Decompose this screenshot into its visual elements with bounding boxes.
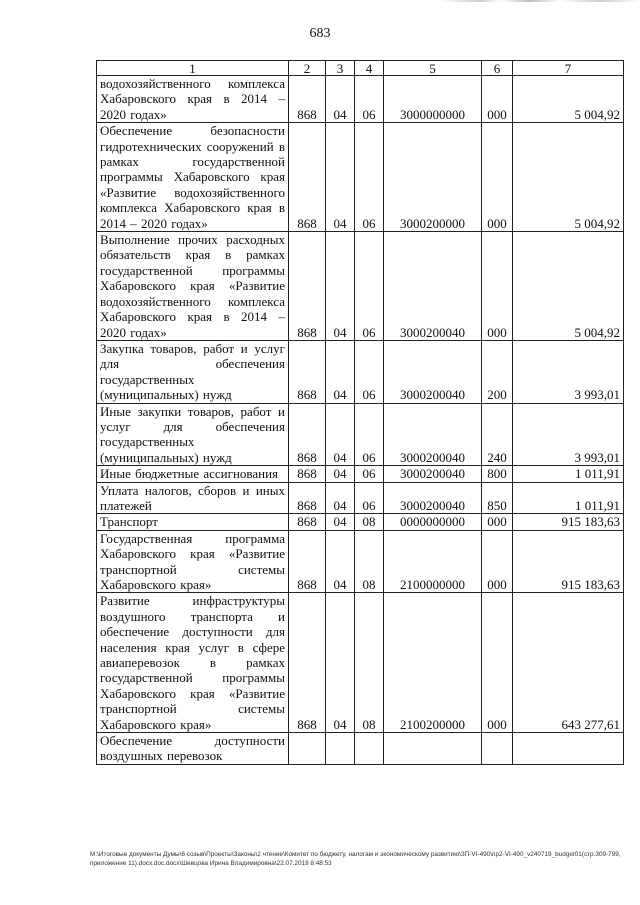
row-name-cell: Иные закупки товаров, работ и услуг для обеспечения государственных (муниципальных) нужд — [97, 403, 289, 466]
row-target-article-cell: 3000200040 — [384, 403, 482, 466]
row-amount-cell: 5 004,92 — [513, 123, 624, 232]
row-subsection-cell: 08 — [355, 530, 384, 593]
row-section-cell: 04 — [326, 340, 355, 403]
table-row — [97, 482, 624, 514]
row-subsection-cell: 06 — [355, 482, 384, 514]
row-expense-type-cell — [482, 733, 513, 765]
row-expense-type-cell: 000 — [482, 530, 513, 593]
row-subsection-cell: 06 — [355, 123, 384, 232]
row-expense-type-cell: 850 — [482, 482, 513, 514]
table-row — [97, 733, 624, 765]
row-subsection-cell: 06 — [355, 76, 384, 123]
row-name-cell: Развитие инфраструктуры воздушного транспорта и обеспечение доступности для населения края услуг в сфере авиаперевозок в рамках государственной программы Хабаровского края «Развитие транспортной системы Хабаровского края» — [97, 593, 289, 733]
row-expense-type-cell: 000 — [482, 514, 513, 530]
table-row — [97, 403, 624, 466]
header-cell: 7 — [513, 61, 624, 76]
row-name-cell: Закупка товаров, работ и услуг для обеспечения государственных (муниципальных) нужд — [97, 340, 289, 403]
row-expense-type-cell: 000 — [482, 123, 513, 232]
budget-table — [96, 60, 624, 765]
row-target-article-cell: 3000200040 — [384, 466, 482, 482]
row-grbs-cell: 868 — [289, 482, 326, 514]
row-amount-cell: 3 993,01 — [513, 403, 624, 466]
row-name-cell: Выполнение прочих расходных обязательств края в рамках государственной программы Хабаровского края «Развитие водохозяйственного комплекса Хабаровского края в 2014 – 2020 годах» — [97, 232, 289, 341]
row-subsection-cell: 06 — [355, 340, 384, 403]
row-grbs-cell: 868 — [289, 514, 326, 530]
row-grbs-cell: 868 — [289, 530, 326, 593]
row-expense-type-cell: 800 — [482, 466, 513, 482]
row-subsection-cell — [355, 733, 384, 765]
row-amount-cell: 1 011,91 — [513, 482, 624, 514]
row-section-cell: 04 — [326, 403, 355, 466]
row-section-cell: 04 — [326, 466, 355, 482]
row-section-cell: 04 — [326, 514, 355, 530]
row-grbs-cell: 868 — [289, 232, 326, 341]
row-amount-cell: 5 004,92 — [513, 76, 624, 123]
row-subsection-cell: 06 — [355, 403, 384, 466]
row-target-article-cell: 2100200000 — [384, 593, 482, 733]
header-row — [97, 61, 624, 76]
row-subsection-cell: 06 — [355, 232, 384, 341]
row-target-article-cell: 0000000000 — [384, 514, 482, 530]
row-expense-type-cell: 240 — [482, 403, 513, 466]
row-name-cell: Обеспечение безопасности гидротехнических сооружений в рамках государственной программы Хабаровского края «Развитие водохозяйственного комплекса Хабаровского края в 2014 – 2020 годах» — [97, 123, 289, 232]
row-expense-type-cell: 000 — [482, 232, 513, 341]
header-cell: 4 — [355, 61, 384, 76]
row-grbs-cell: 868 — [289, 123, 326, 232]
row-target-article-cell: 3000200040 — [384, 482, 482, 514]
row-amount-cell: 3 993,01 — [513, 340, 624, 403]
row-grbs-cell: 868 — [289, 593, 326, 733]
row-expense-type-cell: 000 — [482, 76, 513, 123]
row-target-article-cell: 3000200040 — [384, 232, 482, 341]
row-section-cell: 04 — [326, 593, 355, 733]
row-grbs-cell: 868 — [289, 76, 326, 123]
row-amount-cell: 643 277,61 — [513, 593, 624, 733]
table-row — [97, 530, 624, 593]
row-subsection-cell: 08 — [355, 593, 384, 733]
row-amount-cell: 5 004,92 — [513, 232, 624, 341]
row-section-cell: 04 — [326, 76, 355, 123]
document-file-path: M:\Итоговые документы Думы\6 созыв\Проекты\Законы\2 чтение\Комитет по бюджету, налогам и экономическому развитию\ЗП-VI-490\пр2-VI-490_v240719_budget01(стр.309-799, приложение 11).docx.doc.docx\Шевцова Ирина Владимировна\22.07.2019 8:48:53 — [90, 851, 621, 867]
table-row — [97, 466, 624, 482]
table-body — [97, 76, 624, 765]
table-row — [97, 232, 624, 341]
row-section-cell: 04 — [326, 123, 355, 232]
row-grbs-cell — [289, 733, 326, 765]
row-name-cell: Обеспечение доступности воздушных перевозок — [97, 733, 289, 765]
row-expense-type-cell: 200 — [482, 340, 513, 403]
row-grbs-cell: 868 — [289, 466, 326, 482]
row-name-cell: Государственная программа Хабаровского края «Развитие транспортной системы Хабаровского края» — [97, 530, 289, 593]
row-amount-cell: 915 183,63 — [513, 514, 624, 530]
row-expense-type-cell: 000 — [482, 593, 513, 733]
header-cell: 6 — [482, 61, 513, 76]
row-section-cell: 04 — [326, 530, 355, 593]
row-target-article-cell — [384, 733, 482, 765]
table-row — [97, 593, 624, 733]
row-subsection-cell: 06 — [355, 466, 384, 482]
row-grbs-cell: 868 — [289, 403, 326, 466]
page-number: 683 — [309, 26, 331, 41]
row-target-article-cell: 3000200040 — [384, 340, 482, 403]
row-section-cell — [326, 733, 355, 765]
row-section-cell: 04 — [326, 232, 355, 341]
row-name-cell: водохозяйственного комплекса Хабаровского края в 2014 – 2020 годах» — [97, 76, 289, 123]
header-cell: 1 — [97, 61, 289, 76]
row-section-cell: 04 — [326, 482, 355, 514]
row-amount-cell: 1 011,91 — [513, 466, 624, 482]
row-name-cell: Иные бюджетные ассигнования — [97, 466, 289, 482]
header-cell: 3 — [326, 61, 355, 76]
row-amount-cell — [513, 733, 624, 765]
row-subsection-cell: 08 — [355, 514, 384, 530]
header-cell: 5 — [384, 61, 482, 76]
table-row — [97, 514, 624, 530]
row-name-cell: Транспорт — [97, 514, 289, 530]
header-cell: 2 — [289, 61, 326, 76]
table-row — [97, 123, 624, 232]
row-target-article-cell: 3000200000 — [384, 123, 482, 232]
row-name-cell: Уплата налогов, сборов и иных платежей — [97, 482, 289, 514]
table-row — [97, 340, 624, 403]
row-target-article-cell: 3000000000 — [384, 76, 482, 123]
row-amount-cell: 915 183,63 — [513, 530, 624, 593]
row-grbs-cell: 868 — [289, 340, 326, 403]
row-target-article-cell: 2100000000 — [384, 530, 482, 593]
table-row — [97, 76, 624, 123]
scan-artifact — [440, 0, 640, 2]
